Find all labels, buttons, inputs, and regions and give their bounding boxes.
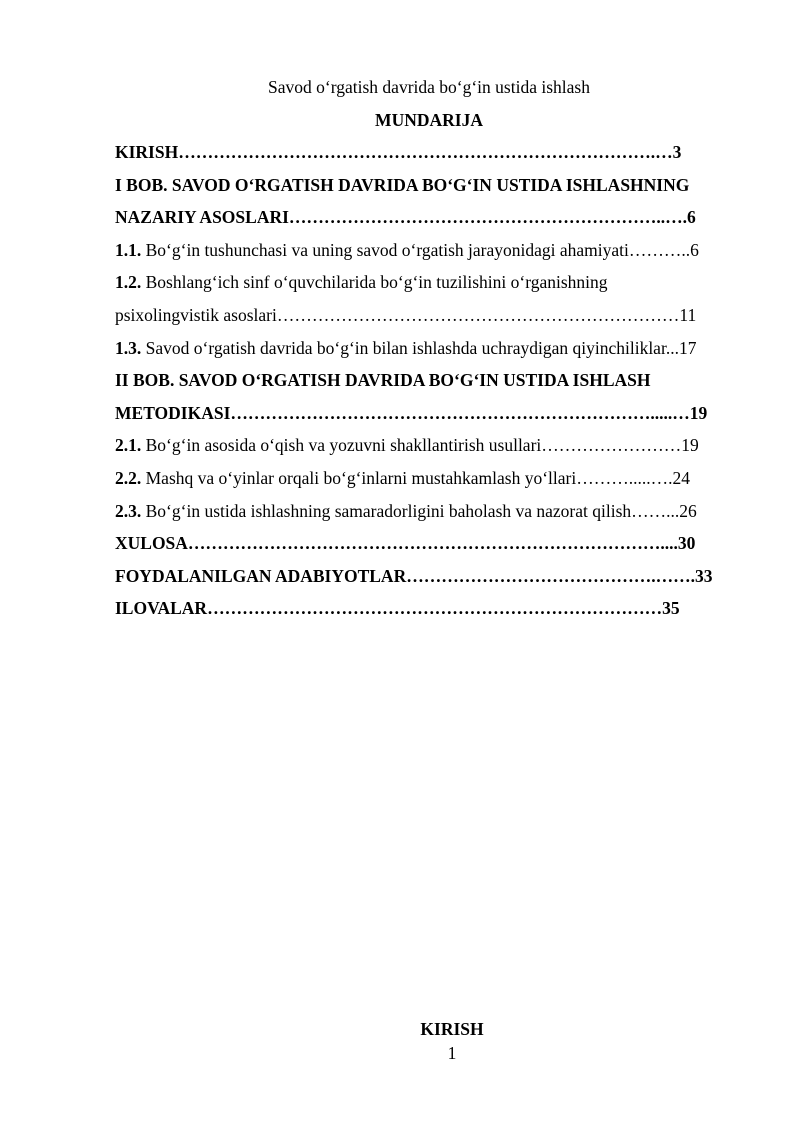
toc-entry-text: FOYDALANILGAN ADABIYOTLAR…………………………………….…….33: [115, 565, 713, 586]
toc-entry-number: 1.2.: [115, 272, 142, 293]
toc-entry-1-2-line-2[interactable]: [115, 304, 743, 337]
toc-entry-number: 1.3.: [115, 337, 142, 358]
toc-entry-text: XULOSA………………………………………………………………………....30: [115, 533, 696, 554]
toc-entry-number: 2.3.: [115, 500, 142, 521]
toc-entry-text: Mashq va o‘yinlar orqali bo‘g‘inlarni mustahkamlash yo‘llari……….....….24: [141, 467, 690, 488]
table-of-contents: [115, 141, 743, 630]
toc-entry-1-3[interactable]: [115, 337, 743, 370]
document-title: Savod o‘rgatish davrida bo‘g‘in ustida ishlash: [268, 77, 590, 97]
toc-entry-text: Savod o‘rgatish davrida bo‘g‘in bilan ishlashda uchraydigan qiyinchiliklar...17: [141, 337, 697, 358]
toc-entry-text: Bo‘g‘in tushunchasi va uning savod o‘rgatish jarayonidagi ahamiyati………..6: [141, 239, 699, 260]
toc-entry-adabiyotlar[interactable]: [115, 565, 743, 598]
toc-entry-xulosa[interactable]: [115, 532, 743, 565]
toc-entry-1-1[interactable]: [115, 239, 743, 272]
toc-entry-number: 1.1.: [115, 239, 142, 260]
toc-entry-text: psixolingvistik asoslari……………………………………………………………11: [115, 304, 697, 325]
toc-entry-number: 2.1.: [115, 435, 142, 456]
toc-entry-chapter-2-line-1[interactable]: [115, 369, 743, 402]
toc-entry-chapter-1-line-1[interactable]: [115, 174, 743, 207]
toc-entry-2-1[interactable]: [115, 434, 743, 467]
toc-entry-text: METODIKASI……………………………………………………………….....…19: [115, 402, 708, 423]
toc-entry-ilovalar[interactable]: [115, 597, 743, 630]
toc-entry-text: KIRISH……………………………………………………………………….…3: [115, 142, 682, 162]
toc-entry-kirish[interactable]: [115, 141, 743, 174]
toc-entry-2-3[interactable]: [115, 500, 743, 533]
toc-entry-text: NAZARIY ASOSLARI………………………………………………………..….6: [115, 207, 696, 228]
toc-entry-2-2[interactable]: [115, 467, 743, 500]
toc-entry-number: 2.2.: [115, 467, 142, 488]
toc-entry-1-2-line-1[interactable]: [115, 271, 743, 304]
toc-entry-text: Bo‘g‘in asosida o‘qish va yozuvni shakllantirish usullari……………………19: [141, 435, 699, 456]
toc-entry-text: ILOVALAR……………………………………………………………………35: [115, 598, 680, 619]
toc-entry-chapter-2-line-2[interactable]: [115, 402, 743, 435]
toc-entry-text: I BOB. SAVOD O‘RGATISH DAVRIDA BO‘G‘IN USTIDA ISHLASHNING: [115, 174, 690, 195]
toc-entry-text: Boshlang‘ich sinf o‘quvchilarida bo‘g‘in tuzilishini o‘rganishning: [141, 272, 608, 293]
section-heading-kirish: KIRISH: [420, 1019, 484, 1039]
page-number: 1: [447, 1043, 457, 1063]
toc-entry-chapter-1-line-2[interactable]: [115, 206, 743, 239]
toc-entry-text: Bo‘g‘in ustida ishlashning samaradorligini baholash va nazorat qilish……...26: [141, 500, 697, 521]
toc-entry-text: II BOB. SAVOD O‘RGATISH DAVRIDA BO‘G‘IN USTIDA ISHLASH: [115, 370, 651, 391]
contents-heading: MUNDARIJA: [375, 110, 483, 130]
